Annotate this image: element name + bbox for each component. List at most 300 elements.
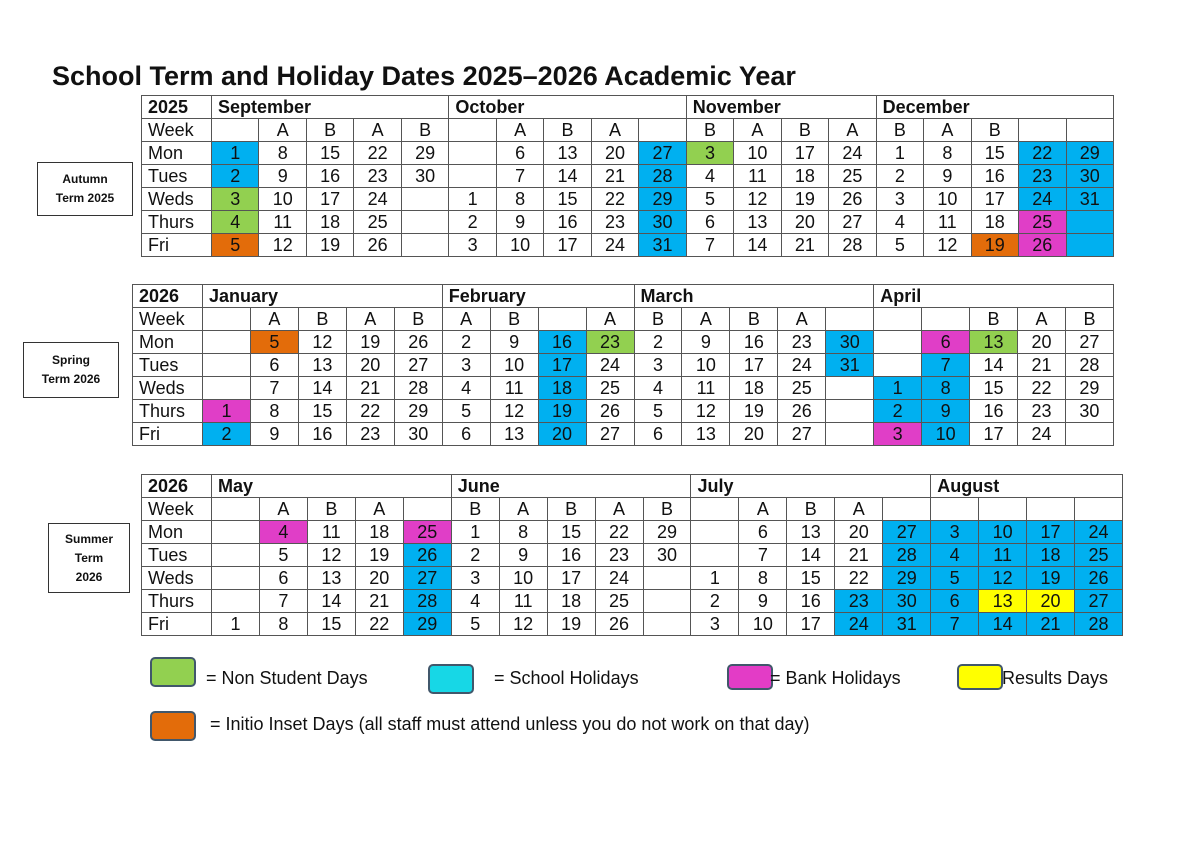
date-cell: 8 (739, 567, 787, 590)
day-label: Fri (142, 234, 212, 257)
date-cell: 24 (778, 354, 826, 377)
date-cell: 11 (979, 544, 1027, 567)
date-cell: 31 (883, 613, 931, 636)
day-label: Tues (133, 354, 203, 377)
date-cell: 25 (403, 521, 451, 544)
week-letter-cell (883, 498, 931, 521)
date-cell: 22 (835, 567, 883, 590)
date-cell: 25 (778, 377, 826, 400)
month-header: November (686, 96, 876, 119)
date-cell: 13 (979, 590, 1027, 613)
date-cell: 9 (259, 165, 306, 188)
date-cell: 26 (403, 544, 451, 567)
date-cell: 24 (591, 234, 638, 257)
date-cell: 20 (781, 211, 828, 234)
month-header-row (142, 475, 1123, 498)
date-cell: 18 (547, 590, 595, 613)
date-cell: 2 (874, 400, 922, 423)
date-cell: 2 (634, 331, 682, 354)
date-cell (826, 400, 874, 423)
week-label: Week (133, 308, 203, 331)
date-cell: 16 (298, 423, 346, 446)
week-letter-cell: B (876, 119, 923, 142)
week-letter-cell (449, 119, 496, 142)
week-row (142, 498, 1123, 521)
date-cell (643, 567, 691, 590)
week-letter-cell: B (490, 308, 538, 331)
date-cell: 1 (451, 521, 499, 544)
date-cell: 13 (787, 521, 835, 544)
day-label: Tues (142, 544, 212, 567)
date-cell: 20 (835, 521, 883, 544)
date-cell: 18 (730, 377, 778, 400)
date-cell: 16 (787, 590, 835, 613)
date-cell: 10 (499, 567, 547, 590)
date-cell: 1 (203, 400, 251, 423)
week-letter-cell: B (971, 119, 1018, 142)
date-cell: 28 (883, 544, 931, 567)
week-letter-cell: A (355, 498, 403, 521)
day-label: Mon (133, 331, 203, 354)
week-letter-cell: A (835, 498, 883, 521)
week-letter-cell (1066, 119, 1114, 142)
date-cell: 28 (1065, 354, 1113, 377)
date-cell: 9 (496, 211, 543, 234)
date-cell: 18 (971, 211, 1018, 234)
date-cell: 23 (586, 331, 634, 354)
date-cell (203, 331, 251, 354)
month-header: February (442, 285, 634, 308)
date-cell: 26 (1019, 234, 1066, 257)
date-cell: 3 (634, 354, 682, 377)
week-letter-cell: A (734, 119, 781, 142)
date-cell: 21 (1018, 354, 1066, 377)
date-cell: 11 (924, 211, 971, 234)
table-row (142, 590, 1123, 613)
date-cell: 12 (298, 331, 346, 354)
date-cell: 10 (496, 234, 543, 257)
date-cell (212, 521, 260, 544)
date-cell: 17 (781, 142, 828, 165)
date-cell (1065, 423, 1113, 446)
day-label: Mon (142, 521, 212, 544)
date-cell: 17 (971, 188, 1018, 211)
week-letter-cell: A (354, 119, 401, 142)
date-cell: 28 (829, 234, 877, 257)
date-cell: 5 (451, 613, 499, 636)
date-cell (874, 354, 922, 377)
date-cell (401, 188, 449, 211)
date-cell: 3 (442, 354, 490, 377)
date-cell: 21 (346, 377, 394, 400)
date-cell: 10 (734, 142, 781, 165)
date-cell: 16 (547, 544, 595, 567)
date-cell: 16 (730, 331, 778, 354)
week-letter-cell: A (682, 308, 730, 331)
date-cell: 1 (449, 188, 496, 211)
date-cell: 29 (883, 567, 931, 590)
table-row (133, 400, 1114, 423)
date-cell: 2 (691, 590, 739, 613)
table-row (142, 567, 1123, 590)
date-cell: 5 (634, 400, 682, 423)
date-cell: 9 (250, 423, 298, 446)
week-letter-cell: B (401, 119, 449, 142)
term-label-autumn (37, 162, 133, 216)
date-cell: 3 (876, 188, 923, 211)
date-cell: 23 (778, 331, 826, 354)
date-cell (826, 423, 874, 446)
date-cell: 6 (922, 331, 970, 354)
date-cell: 29 (643, 521, 691, 544)
table-row (133, 331, 1114, 354)
date-cell: 27 (1075, 590, 1123, 613)
day-label: Tues (142, 165, 212, 188)
month-header: August (931, 475, 1123, 498)
legend-results: Results Days (1002, 668, 1109, 688)
month-header: March (634, 285, 874, 308)
date-cell: 19 (781, 188, 828, 211)
date-cell: 15 (544, 188, 591, 211)
week-letter-cell: B (634, 308, 682, 331)
date-cell: 12 (734, 188, 781, 211)
date-cell: 29 (394, 400, 442, 423)
month-header-row (142, 96, 1114, 119)
table-row (142, 521, 1123, 544)
date-cell: 12 (924, 234, 971, 257)
date-cell: 12 (490, 400, 538, 423)
date-cell: 6 (250, 354, 298, 377)
date-cell: 14 (307, 590, 355, 613)
date-cell: 23 (1018, 400, 1066, 423)
date-cell: 28 (394, 377, 442, 400)
date-cell: 19 (547, 613, 595, 636)
date-cell: 24 (1018, 423, 1066, 446)
date-cell: 22 (346, 400, 394, 423)
term-label-line: Autumn (62, 172, 108, 186)
date-cell: 9 (490, 331, 538, 354)
date-cell: 1 (691, 567, 739, 590)
date-cell: 7 (922, 354, 970, 377)
date-cell: 29 (639, 188, 686, 211)
week-letter-cell (691, 498, 739, 521)
date-cell: 3 (212, 188, 259, 211)
week-letter-cell (874, 308, 922, 331)
date-cell: 24 (595, 567, 643, 590)
week-letter-cell (639, 119, 686, 142)
date-cell: 31 (826, 354, 874, 377)
date-cell: 27 (1065, 331, 1113, 354)
week-letter-cell (403, 498, 451, 521)
week-row (142, 119, 1114, 142)
week-letter-cell: A (586, 308, 634, 331)
date-cell: 8 (924, 142, 971, 165)
date-cell: 7 (259, 590, 307, 613)
table-row (142, 211, 1114, 234)
date-cell: 7 (931, 613, 979, 636)
date-cell: 19 (306, 234, 353, 257)
page-title: School Term and Holiday Dates 2025–2026 Academic Year (52, 61, 796, 91)
date-cell: 8 (250, 400, 298, 423)
month-header-row (133, 285, 1114, 308)
table-row (142, 544, 1123, 567)
date-cell: 2 (212, 165, 259, 188)
date-cell: 7 (686, 234, 733, 257)
date-cell: 17 (1027, 521, 1075, 544)
week-letter-cell: B (1065, 308, 1113, 331)
date-cell: 14 (979, 613, 1027, 636)
date-cell: 13 (544, 142, 591, 165)
date-cell: 14 (298, 377, 346, 400)
date-cell (874, 331, 922, 354)
date-cell: 16 (538, 331, 586, 354)
legend-non-student: = Non Student Days (206, 668, 368, 688)
month-header: June (451, 475, 691, 498)
date-cell: 6 (259, 567, 307, 590)
date-cell: 6 (442, 423, 490, 446)
date-cell: 9 (739, 590, 787, 613)
year-label: 2026 (142, 475, 212, 498)
day-label: Fri (142, 613, 212, 636)
date-cell: 13 (970, 331, 1018, 354)
date-cell: 23 (346, 423, 394, 446)
date-cell (401, 211, 449, 234)
week-letter-cell: A (259, 119, 306, 142)
date-cell: 17 (730, 354, 778, 377)
date-cell: 16 (544, 211, 591, 234)
date-cell: 12 (979, 567, 1027, 590)
date-cell: 23 (1019, 165, 1066, 188)
week-letter-cell (538, 308, 586, 331)
date-cell: 17 (547, 567, 595, 590)
date-cell: 10 (979, 521, 1027, 544)
week-letter-cell: A (250, 308, 298, 331)
date-cell: 29 (1065, 377, 1113, 400)
date-cell (203, 354, 251, 377)
date-cell: 30 (643, 544, 691, 567)
date-cell: 2 (442, 331, 490, 354)
date-cell: 11 (682, 377, 730, 400)
week-letter-cell: B (451, 498, 499, 521)
date-cell: 8 (259, 142, 306, 165)
date-cell (643, 590, 691, 613)
week-letter-cell (212, 498, 260, 521)
week-letter-cell: A (595, 498, 643, 521)
date-cell: 19 (730, 400, 778, 423)
day-label: Weds (142, 567, 212, 590)
date-cell: 2 (876, 165, 923, 188)
date-cell (212, 567, 260, 590)
date-cell (691, 544, 739, 567)
date-cell: 25 (829, 165, 877, 188)
date-cell: 26 (354, 234, 401, 257)
date-cell: 19 (346, 331, 394, 354)
legend-inset: = Initio Inset Days (all staff must attend unless you do not work on that day) (210, 714, 810, 734)
date-cell: 27 (639, 142, 686, 165)
month-header: December (876, 96, 1113, 119)
date-cell: 14 (544, 165, 591, 188)
week-letter-cell: A (496, 119, 543, 142)
date-cell (449, 165, 496, 188)
date-cell: 27 (883, 521, 931, 544)
week-letter-cell: A (442, 308, 490, 331)
week-label: Week (142, 119, 212, 142)
date-cell: 15 (970, 377, 1018, 400)
date-cell: 5 (442, 400, 490, 423)
week-letter-cell: A (829, 119, 877, 142)
week-letter-cell: B (298, 308, 346, 331)
date-cell: 21 (1027, 613, 1075, 636)
date-cell: 30 (1065, 400, 1113, 423)
week-letter-cell (931, 498, 979, 521)
week-letter-cell: B (544, 119, 591, 142)
date-cell: 1 (876, 142, 923, 165)
date-cell: 15 (971, 142, 1018, 165)
date-cell: 4 (442, 377, 490, 400)
date-cell: 29 (401, 142, 449, 165)
term-label-line: Spring (52, 353, 90, 367)
term-label-spring (23, 342, 119, 398)
date-cell: 9 (924, 165, 971, 188)
date-cell: 27 (586, 423, 634, 446)
week-letter-cell: A (778, 308, 826, 331)
week-letter-cell (922, 308, 970, 331)
date-cell (1066, 211, 1114, 234)
date-cell: 30 (826, 331, 874, 354)
date-cell: 4 (259, 521, 307, 544)
date-cell: 30 (639, 211, 686, 234)
week-letter-cell (979, 498, 1027, 521)
date-cell: 30 (401, 165, 449, 188)
term-label-line: Term 2026 (41, 372, 101, 386)
calendar-table-autumn (141, 95, 1114, 257)
date-cell: 27 (403, 567, 451, 590)
date-cell: 24 (586, 354, 634, 377)
date-cell: 26 (595, 613, 643, 636)
year-label: 2026 (133, 285, 203, 308)
week-letter-cell (826, 308, 874, 331)
month-header: May (212, 475, 452, 498)
date-cell: 4 (876, 211, 923, 234)
date-cell: 2 (449, 211, 496, 234)
calendar-table-spring (132, 284, 1114, 446)
date-cell: 13 (298, 354, 346, 377)
date-cell: 12 (307, 544, 355, 567)
date-cell: 3 (451, 567, 499, 590)
date-cell: 15 (306, 142, 353, 165)
date-cell: 1 (212, 613, 260, 636)
date-cell: 18 (538, 377, 586, 400)
table-row (133, 423, 1114, 446)
date-cell: 23 (835, 590, 883, 613)
week-letter-cell: A (499, 498, 547, 521)
date-cell: 13 (490, 423, 538, 446)
date-cell: 6 (686, 211, 733, 234)
month-header: April (874, 285, 1114, 308)
date-cell: 19 (971, 234, 1018, 257)
date-cell: 28 (403, 590, 451, 613)
date-cell (691, 521, 739, 544)
date-cell: 3 (874, 423, 922, 446)
date-cell: 26 (586, 400, 634, 423)
date-cell: 28 (639, 165, 686, 188)
date-cell: 20 (355, 567, 403, 590)
date-cell: 15 (307, 613, 355, 636)
date-cell: 11 (734, 165, 781, 188)
date-cell: 11 (499, 590, 547, 613)
term-label-line: Summer (64, 531, 114, 546)
week-letter-cell: A (346, 308, 394, 331)
date-cell (401, 234, 449, 257)
date-cell: 24 (1019, 188, 1066, 211)
date-cell: 22 (591, 188, 638, 211)
date-cell: 17 (538, 354, 586, 377)
date-cell (1066, 234, 1114, 257)
date-cell: 10 (922, 423, 970, 446)
date-cell: 3 (931, 521, 979, 544)
date-cell: 17 (787, 613, 835, 636)
date-cell: 22 (1019, 142, 1066, 165)
date-cell: 22 (354, 142, 401, 165)
date-cell: 16 (971, 165, 1018, 188)
date-cell: 25 (354, 211, 401, 234)
date-cell: 9 (922, 400, 970, 423)
date-cell: 20 (1027, 590, 1075, 613)
date-cell: 30 (883, 590, 931, 613)
week-letter-cell: A (259, 498, 307, 521)
date-cell: 5 (931, 567, 979, 590)
date-cell: 17 (970, 423, 1018, 446)
term-label-line: Term (74, 550, 104, 565)
date-cell: 20 (346, 354, 394, 377)
date-cell (203, 377, 251, 400)
date-cell: 2 (451, 544, 499, 567)
date-cell: 8 (496, 188, 543, 211)
date-cell: 20 (538, 423, 586, 446)
week-letter-cell: A (739, 498, 787, 521)
date-cell: 10 (490, 354, 538, 377)
week-letter-cell: B (307, 498, 355, 521)
date-cell: 2 (203, 423, 251, 446)
date-cell: 7 (250, 377, 298, 400)
table-row (142, 188, 1114, 211)
date-cell: 12 (259, 234, 306, 257)
day-label: Thurs (133, 400, 203, 423)
date-cell: 10 (259, 188, 306, 211)
date-cell: 11 (490, 377, 538, 400)
date-cell: 25 (586, 377, 634, 400)
table-row (133, 354, 1114, 377)
week-letter-cell: B (781, 119, 828, 142)
date-cell: 5 (259, 544, 307, 567)
date-cell: 22 (355, 613, 403, 636)
date-cell: 28 (1075, 613, 1123, 636)
date-cell: 6 (496, 142, 543, 165)
date-cell: 18 (306, 211, 353, 234)
date-cell: 26 (778, 400, 826, 423)
date-cell: 18 (1027, 544, 1075, 567)
date-cell: 3 (449, 234, 496, 257)
calendar-table-summer (141, 474, 1123, 636)
date-cell: 21 (781, 234, 828, 257)
date-cell: 13 (307, 567, 355, 590)
date-cell (212, 590, 260, 613)
week-row (133, 308, 1114, 331)
date-cell: 24 (1075, 521, 1123, 544)
date-cell: 16 (970, 400, 1018, 423)
date-cell: 1 (874, 377, 922, 400)
non-student-swatch (150, 657, 196, 687)
